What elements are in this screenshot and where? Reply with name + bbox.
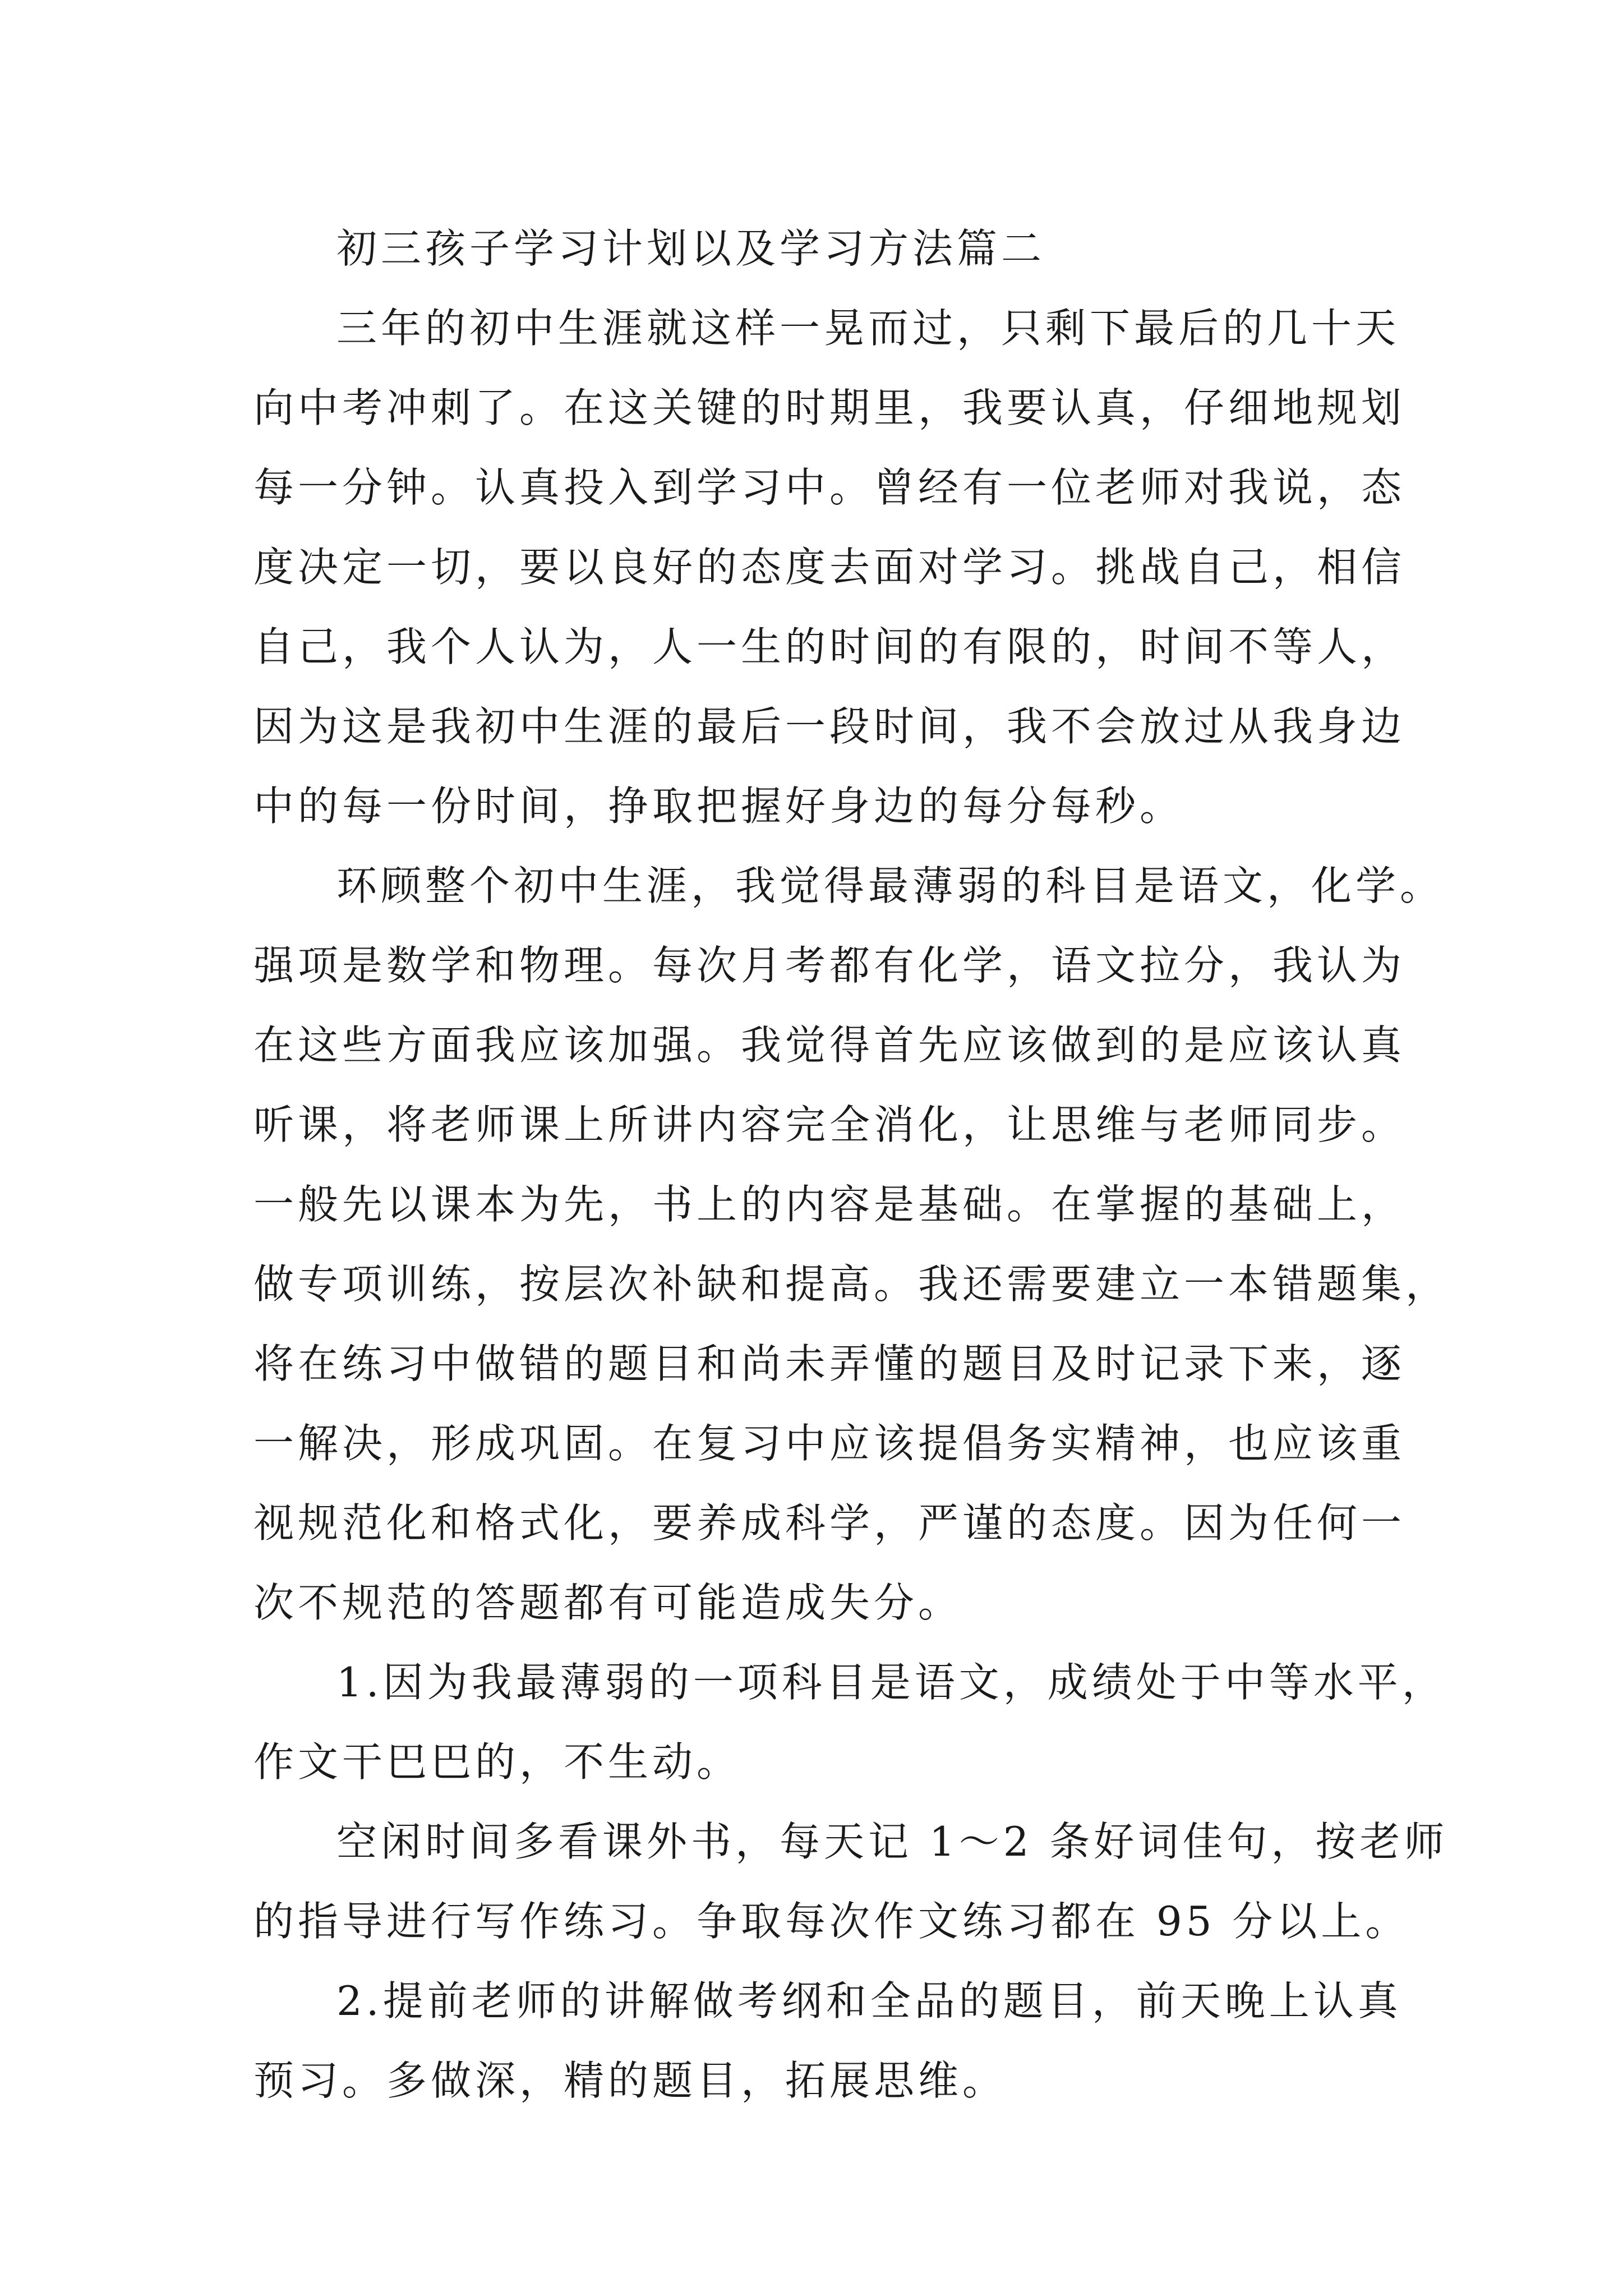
paragraph-line: 一解决，形成巩固。在复习中应该提倡务实精神，也应该重 (253, 1420, 1406, 1467)
paragraph-line: 每一分钟。认真投入到学习中。曾经有一位老师对我说，态 (253, 464, 1406, 511)
paragraph-line: 1.因为我最薄弱的一项科目是语文，成绩处于中等水平， (336, 1659, 1446, 1706)
paragraph-line: 的指导进行写作练习。争取每次作文练习都在 95 分以上。 (253, 1898, 1410, 1945)
paragraph-line: 2.提前老师的讲解做考纲和全品的题目，前天晚上认真 (336, 1977, 1402, 2024)
document-body (253, 209, 1450, 2120)
document-title: 初三孩子学习计划以及学习方法篇二 (336, 225, 1046, 272)
paragraph-2 (253, 846, 1450, 1642)
paragraph-line: 三年的初中生涯就这样一晃而过，只剩下最后的几十天 (336, 305, 1400, 352)
paragraph-line: 预习。多做深，精的题目，拓展思维。 (253, 2057, 1007, 2104)
paragraph-line: 视规范化和格式化，要养成科学，严谨的态度。因为任何一 (253, 1499, 1406, 1547)
paragraph-line: 强项是数学和物理。每次月考都有化学，语文拉分，我认为 (253, 942, 1406, 989)
paragraph-line: 空闲时间多看课外书，每天记 1～2 条好词佳句，按老师 (336, 1818, 1449, 1865)
paragraph-3 (253, 1642, 1446, 1802)
paragraph-1 (253, 288, 1406, 846)
paragraph-line: 在这些方面我应该加强。我觉得首先应该做到的是应该认真 (253, 1022, 1406, 1069)
paragraph-line: 环顾整个初中生涯，我觉得最薄弱的科目是语文，化学。 (336, 862, 1445, 909)
paragraph-line: 中的每一份时间，挣取把握好身边的每分每秒。 (253, 783, 1184, 830)
paragraph-5 (253, 1961, 1402, 2120)
paragraph-4 (253, 1802, 1449, 1961)
paragraph-line: 一般先以课本为先，书上的内容是基础。在掌握的基础上， (253, 1181, 1406, 1228)
paragraph-line: 自己，我个人认为，人一生的时间的有限的，时间不等人， (253, 623, 1406, 670)
paragraph-line: 次不规范的答题都有可能造成失分。 (253, 1579, 963, 1626)
paragraph-line: 度决定一切，要以良好的态度去面对学习。挑战自己，相信 (253, 544, 1406, 591)
paragraph-line: 将在练习中做错的题目和尚未弄懂的题目及时记录下来，逐 (253, 1340, 1406, 1387)
paragraph-line: 作文干巴巴的，不生动。 (253, 1738, 741, 1786)
paragraph-line: 做专项训练，按层次补缺和提高。我还需要建立一本错题集， (253, 1260, 1450, 1308)
paragraph-line: 向中考冲刺了。在这关键的时期里，我要认真，仔细地规划 (253, 384, 1406, 431)
paragraph-line: 听课，将老师课上所讲内容完全消化，让思维与老师同步。 (253, 1101, 1406, 1148)
paragraph-line: 因为这是我初中生涯的最后一段时间，我不会放过从我身边 (253, 703, 1406, 750)
